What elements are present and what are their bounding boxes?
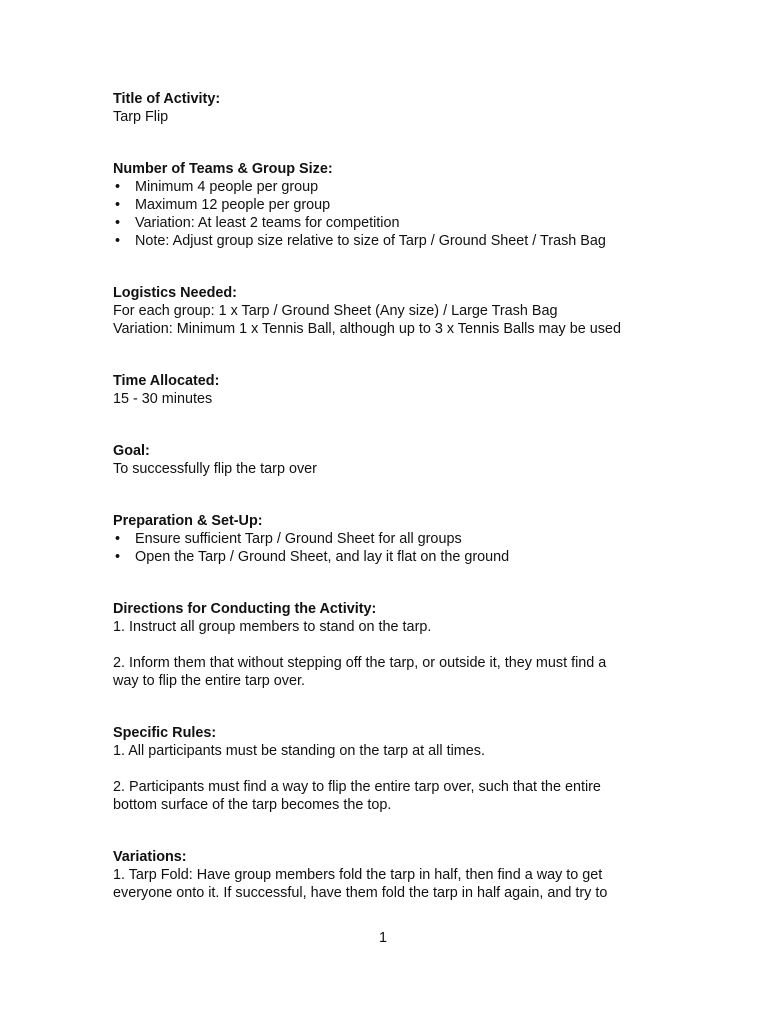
time-section (113, 372, 673, 408)
directions-section (113, 600, 673, 690)
spacer (113, 760, 673, 778)
directions-step-2-cont: way to flip the entire tarp over. (113, 673, 305, 689)
spacer (113, 690, 673, 724)
list-item: • Ensure sufficient Tarp / Ground Sheet for all groups (115, 531, 462, 547)
bullet-icon: • (115, 233, 121, 249)
logistics-heading: Logistics Needed: (113, 285, 237, 301)
document-body (113, 90, 673, 902)
logistics-section (113, 284, 673, 338)
goal-value: To successfully flip the tarp over (113, 461, 317, 477)
bullet-icon: • (115, 215, 121, 231)
list-item: • Note: Adjust group size relative to size of Tarp / Ground Sheet / Trash Bag (115, 233, 606, 249)
spacer (113, 636, 673, 654)
list-item: • Open the Tarp / Ground Sheet, and lay it flat on the ground (115, 549, 510, 565)
prep-heading: Preparation & Set-Up: (113, 513, 263, 529)
variation-line: everyone onto it. If successful, have them fold the tarp in half again, and try to (113, 885, 608, 901)
variations-section (113, 848, 673, 902)
teams-section (113, 160, 673, 250)
variations-heading: Variations: (113, 849, 187, 865)
bullet-icon: • (115, 531, 121, 547)
variation-line: 1. Tarp Fold: Have group members fold the tarp in half, then find a way to get (113, 867, 603, 883)
spacer (113, 566, 673, 600)
page-number-text: 1 (379, 930, 388, 946)
bullet-icon: • (115, 549, 121, 565)
logistics-line: Variation: Minimum 1 x Tennis Ball, although up to 3 x Tennis Balls may be used (113, 321, 621, 337)
title-heading: Title of Activity: (113, 91, 221, 107)
prep-list (113, 530, 673, 566)
directions-heading: Directions for Conducting the Activity: (113, 601, 377, 617)
list-item: • Maximum 12 people per group (115, 197, 331, 213)
spacer (113, 814, 673, 848)
teams-heading: Number of Teams & Group Size: (113, 161, 333, 177)
rule-2-cont: bottom surface of the tarp becomes the top. (113, 797, 392, 813)
spacer (113, 408, 673, 442)
directions-step-2: 2. Inform them that without stepping off the tarp, or outside it, they must find a (113, 655, 607, 671)
time-heading: Time Allocated: (113, 373, 220, 389)
prep-section (113, 512, 673, 566)
spacer (113, 126, 673, 160)
rules-heading: Specific Rules: (113, 725, 217, 741)
spacer (113, 338, 673, 372)
list-item: • Minimum 4 people per group (115, 179, 319, 195)
teams-list (113, 178, 673, 250)
title-value: Tarp Flip (113, 109, 169, 125)
spacer (113, 478, 673, 512)
rules-section (113, 724, 673, 814)
logistics-line: For each group: 1 x Tarp / Ground Sheet (Any size) / Large Trash Bag (113, 303, 558, 319)
rule-2: 2. Participants must find a way to flip the entire tarp over, such that the entire (113, 779, 601, 795)
directions-step-1: 1. Instruct all group members to stand on the tarp. (113, 619, 432, 635)
title-section (113, 90, 673, 126)
goal-heading: Goal: (113, 443, 150, 459)
rule-1: 1. All participants must be standing on the tarp at all times. (113, 743, 485, 759)
goal-section (113, 442, 673, 478)
list-item: • Variation: At least 2 teams for competition (115, 215, 400, 231)
time-value: 15 - 30 minutes (113, 391, 213, 407)
spacer (113, 250, 673, 284)
bullet-icon: • (115, 197, 121, 213)
bullet-icon: • (115, 179, 121, 195)
